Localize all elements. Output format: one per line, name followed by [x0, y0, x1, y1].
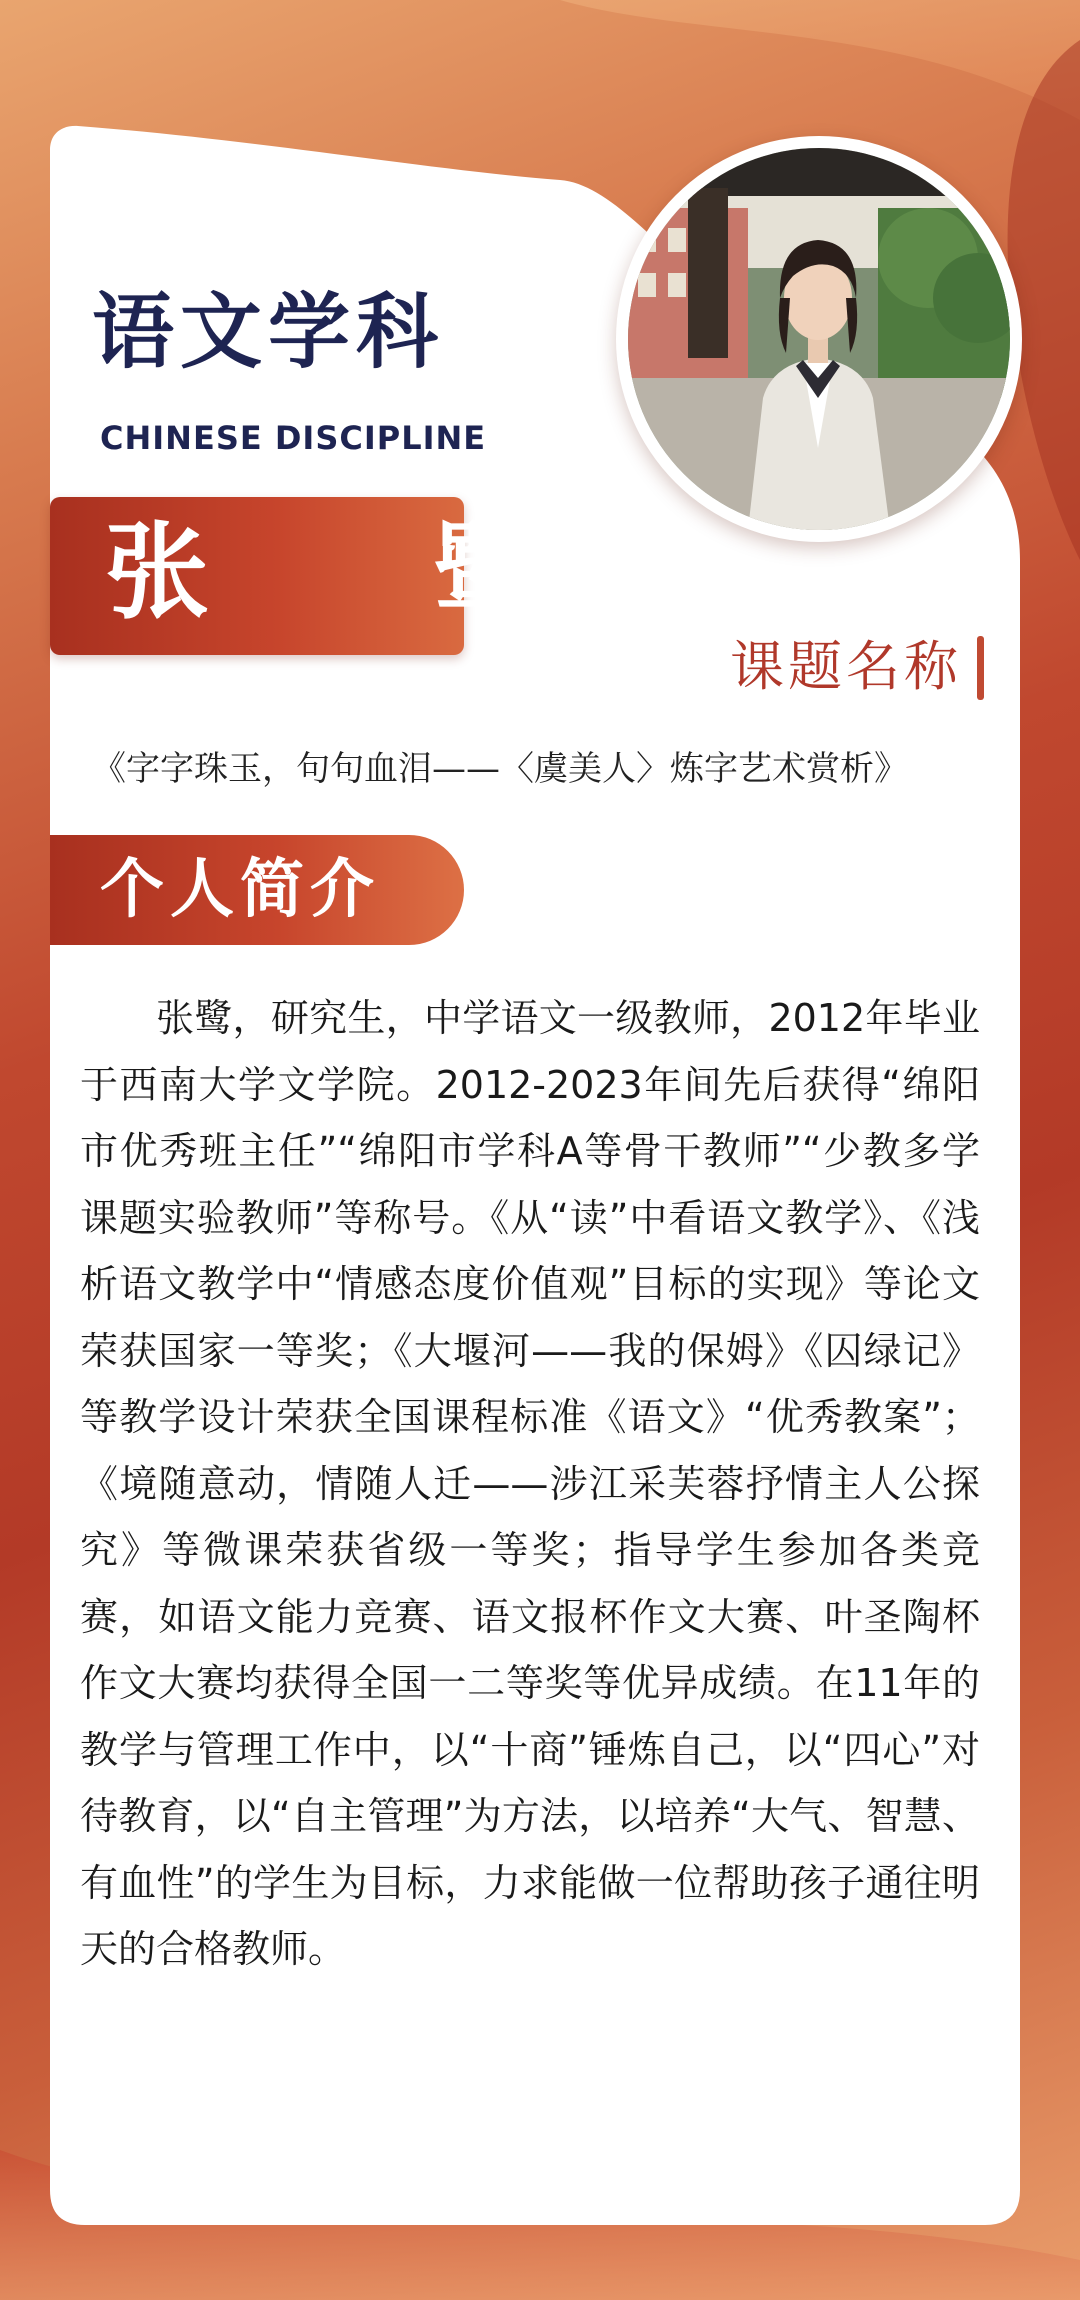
profile-section-heading: 个人简介: [100, 853, 380, 927]
subject-subtitle: CHINESE DISCIPLINE: [100, 419, 487, 457]
profile-bio: 张鹭，研究生，中学语文一级教师，2012年毕业于西南大学文学院。2012-2023年间先后获得“绵阳市优秀班主任”“绵阳市学科A等骨干教师”“少教多学课题实验教师”等称号。《从“读”中看语文教学》、《浅析语文教学中“情感态度价值观”目标的实现》等论文荣获国家一等奖；《大堰河——我的保姆》《囚绿记》等教学设计荣获全国课程标准《语文》“优秀教案”；《境随意动，情随人迁——涉江采芙蓉抒情主人公探究》等微课荣获省级一等奖；指导学生参加各类竞赛，如语文能力竞赛、语文报杯作文大赛、叶圣陶杯作文大赛均获得全国一二等奖等优异成绩。在11年的教学与管理工作中，以“十商”锤炼自己，以“四心”对待教育，以“自主管理”为方法，以培养“大气、智慧、有血性”的学生为目标，力求能做一位帮助孩子通往明天的合格教师。: [80, 996, 980, 1971]
portrait-photo: [628, 148, 1010, 530]
teacher-name: 张 鹭: [105, 511, 598, 633]
portrait-illustration: [628, 148, 1010, 530]
topic-accent-bar: [977, 636, 984, 700]
topic-label: 课题名称: [730, 635, 962, 698]
topic-title: 《字字珠玉，句句血泪——〈虞美人〉炼字艺术赏析》: [92, 749, 908, 789]
subject-title: 语文学科: [92, 285, 445, 380]
